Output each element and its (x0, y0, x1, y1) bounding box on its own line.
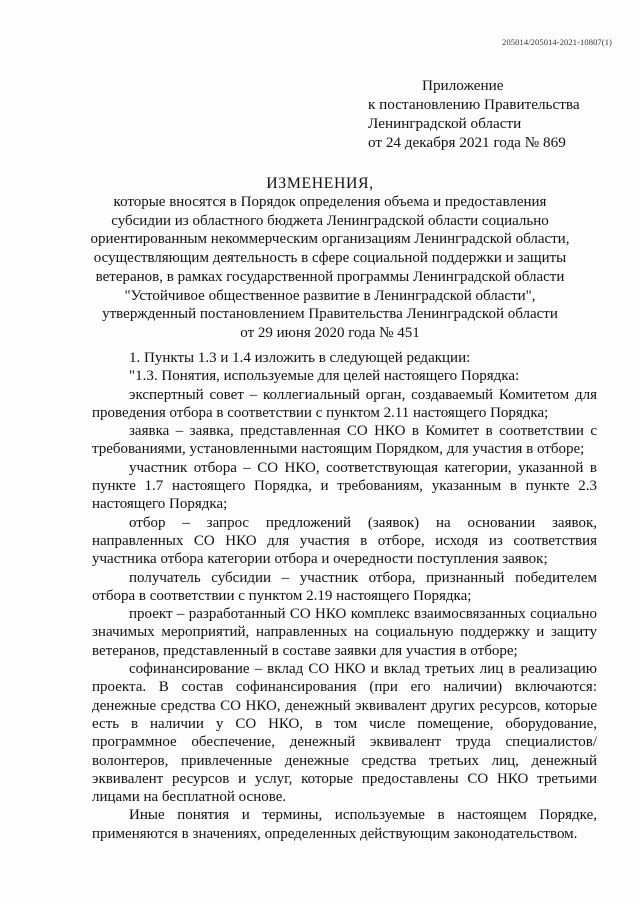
document-id: 205014/205014-2021-10807(1) (502, 37, 612, 47)
subtitle-line: осуществляющим деятельность в сфере социальной поддержки и защиты (93, 250, 567, 267)
appendix-line: Приложение (422, 77, 504, 94)
body-paragraph: "1.3. Понятия, используемые для целей настоящего Порядка: (129, 368, 520, 385)
appendix-line: Ленинградской области (368, 115, 522, 132)
body-paragraph: экспертный совет – коллегиальный орган, создаваемый Комитетом для проведения отбора в соответствии с пунктом 2.11 настоящего Порядка; (92, 386, 597, 421)
body-paragraph: проект – разработанный СО НКО комплекс взаимосвязанных социально значимых мероприятий, направленных на социальную поддержку и защиту ветеранов, представленный в составе заявки для участия в отборе; (92, 606, 597, 659)
body-paragraph: участник отбора – СО НКО, соответствующая категории, указанной в пункте 1.7 настоящего Порядка, и требованиям, указанным в пункте 2.3 настоящего Порядка; (92, 459, 597, 513)
subtitle-line: которые вносятся в Порядок определения объема и предоставления (113, 194, 547, 210)
subtitle-line: от 29 июня 2020 года № 451 (240, 324, 420, 341)
appendix-line: от 24 декабря 2021 года № 869 (368, 134, 566, 151)
body-paragraph: отбор – запрос предложений (заявок) на основании заявок, направленных СО НКО для участия в отборе, исходя из соответствия участника отбора категории отбора и очередности поступления заявок; (92, 514, 597, 568)
subtitle-line: утвержденный постановлением Правительства Ленинградской области (102, 306, 558, 323)
body-paragraph: заявка – заявка, представленная СО НКО в Комитет в соответствии с требованиями, установленными настоящим Порядком, для участия в отборе; (92, 423, 597, 458)
subtitle-line: субсидии из областного бюджета Ленинградской области социально (111, 212, 549, 229)
body-paragraph: Иные понятия и термины, используемые в настоящем Порядке, применяются в значениях, определенных действующим законодательством. (92, 807, 597, 842)
subtitle-line: "Устойчивое общественное развитие в Ленинградской области", (124, 287, 536, 304)
document-subtitle (70, 193, 590, 343)
subtitle-line: ветеранов, в рамках государственной программы Ленинградской области (95, 268, 565, 285)
body-paragraph: 1. Пункты 1.3 и 1.4 изложить в следующей редакции: (129, 350, 471, 366)
document-title: ИЗМЕНЕНИЯ, (266, 175, 374, 192)
appendix-block (368, 76, 628, 152)
body-paragraph: софинансирование – вклад СО НКО и вклад третьих лиц в реализацию проекта. В состав софинансирования (при его наличии) включаются: денежные средства СО НКО, денежный эквивалент других ресурсов, которые есть в наличии у СО НКО, в том числе помещение, оборудование, программное обеспечение, денежный эквивалент труда специалистов/волонтеров, привлеченные денежные средства третьих лиц, денежный эквивалент ресурсов и услуг, которые предоставлены СО НКО третьими лицами на бесплатной основе. (92, 661, 597, 806)
subtitle-line: ориентированным некоммерческим организациям Ленинградской области, (90, 231, 570, 248)
document-body (92, 349, 597, 843)
appendix-line: к постановлению Правительства (368, 96, 580, 113)
body-paragraph: получатель субсидии – участник отбора, признанный победителем отбора в соответствии с пунктом 2.19 настоящего Порядка; (92, 569, 597, 604)
